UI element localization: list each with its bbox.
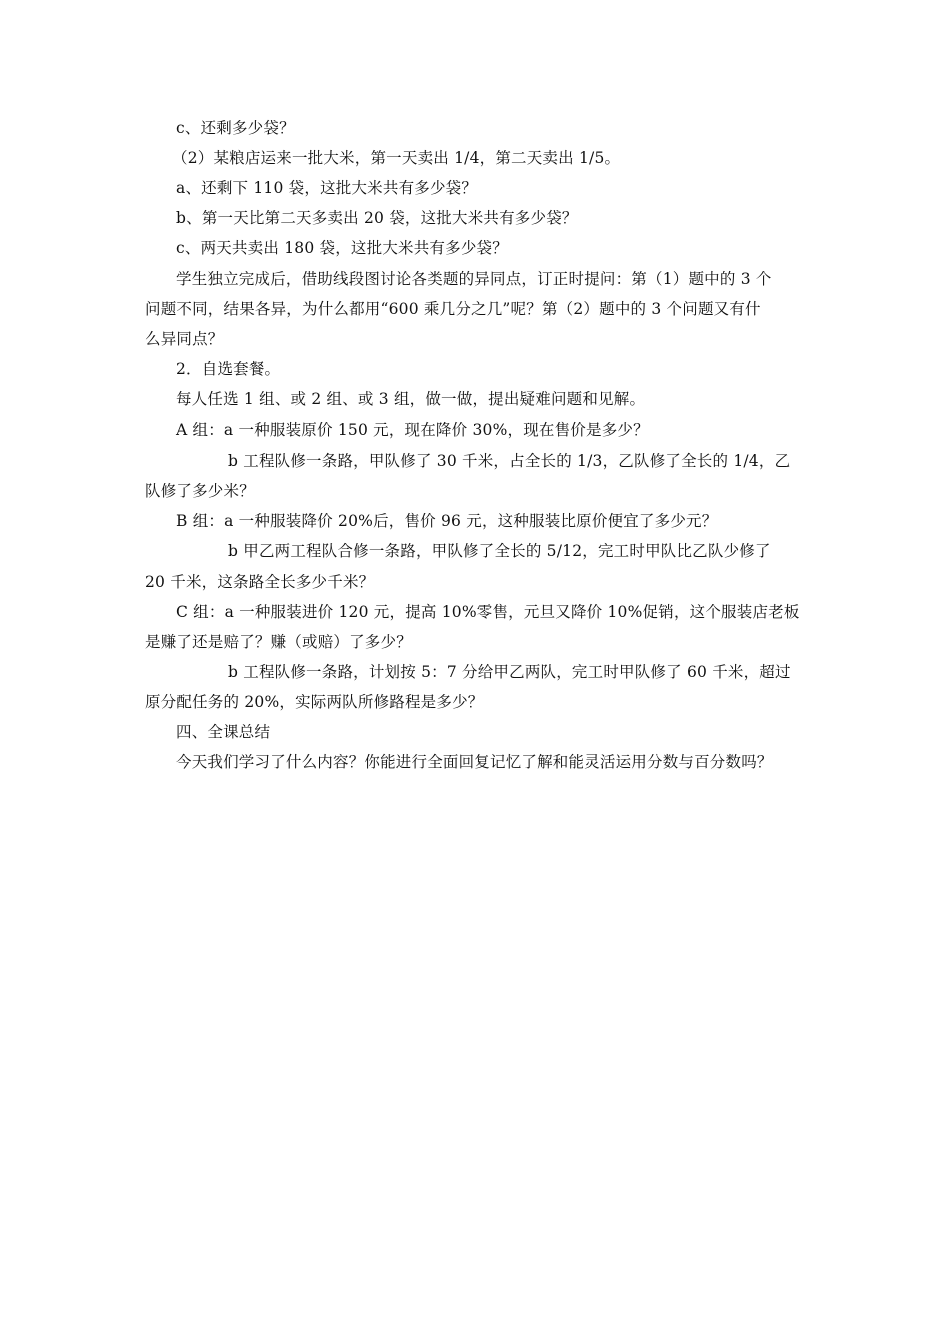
question-2c: c、两天共卖出 180 袋，这批大米共有多少袋？ — [176, 239, 508, 257]
group-a-question-b-line-1: b 工程队修一条路，甲队修了 30 千米，占全长的 1/3，乙队修了全长的 1/4，乙 — [228, 452, 791, 470]
group-b-question-a: B 组：a 一种服装降价 20%后，售价 96 元，这种服装比原价便宜了多少元？ — [176, 512, 718, 530]
group-b-question-b-line-2: 20 千米，这条路全长多少千米？ — [145, 573, 375, 591]
discussion-line-2: 问题不同，结果各异，为什么都用“600 乘几分之几”呢？第（2）题中的 3 个问题又有什 — [145, 300, 761, 318]
question-2b: b、第一天比第二天多卖出 20 袋，这批大米共有多少袋？ — [176, 209, 578, 227]
section-heading-self-select: 2．自选套餐。 — [176, 360, 281, 378]
group-b-question-b-line-1: b 甲乙两工程队合修一条路，甲队修了全长的 5/12，完工时甲队比乙队少修了 — [228, 542, 771, 560]
problem-2-intro: （2）某粮店运来一批大米，第一天卖出 1/4，第二天卖出 1/5。 — [172, 149, 621, 167]
group-a-question-a: A 组：a 一种服装原价 150 元，现在降价 30%，现在售价是多少？ — [176, 421, 649, 439]
group-c-question-a-line-2: 是赚了还是赔了？赚（或赔）了多少？ — [145, 633, 412, 651]
group-c-question-b-line-1: b 工程队修一条路，计划按 5：7 分给甲乙两队，完工时甲队修了 60 千米，超过 — [228, 663, 791, 681]
section-heading-summary: 四、全课总结 — [176, 723, 271, 741]
discussion-line-3: 么异同点？ — [145, 330, 224, 348]
group-c-question-b-line-2: 原分配任务的 20%，实际两队所修路程是多少？ — [145, 693, 484, 711]
summary-text: 今天我们学习了什么内容？你能进行全面回复记忆了解和能灵活运用分数与百分数吗？ — [176, 753, 773, 771]
group-a-question-b-line-2: 队修了多少米？ — [145, 482, 255, 500]
discussion-line-1: 学生独立完成后，借助线段图讨论各类题的异同点，订正时提问：第（1）题中的 3 个 — [176, 270, 772, 288]
group-c-question-a-line-1: C 组：a 一种服装进价 120 元，提高 10%零售，元旦又降价 10%促销，这个服装店老板 — [176, 603, 800, 621]
self-select-instructions: 每人任选 1 组、或 2 组、或 3 组，做一做，提出疑难问题和见解。 — [176, 390, 646, 408]
question-2a: a、还剩下 110 袋，这批大米共有多少袋？ — [176, 179, 478, 197]
question-1c: c、还剩多少袋？ — [176, 119, 295, 137]
